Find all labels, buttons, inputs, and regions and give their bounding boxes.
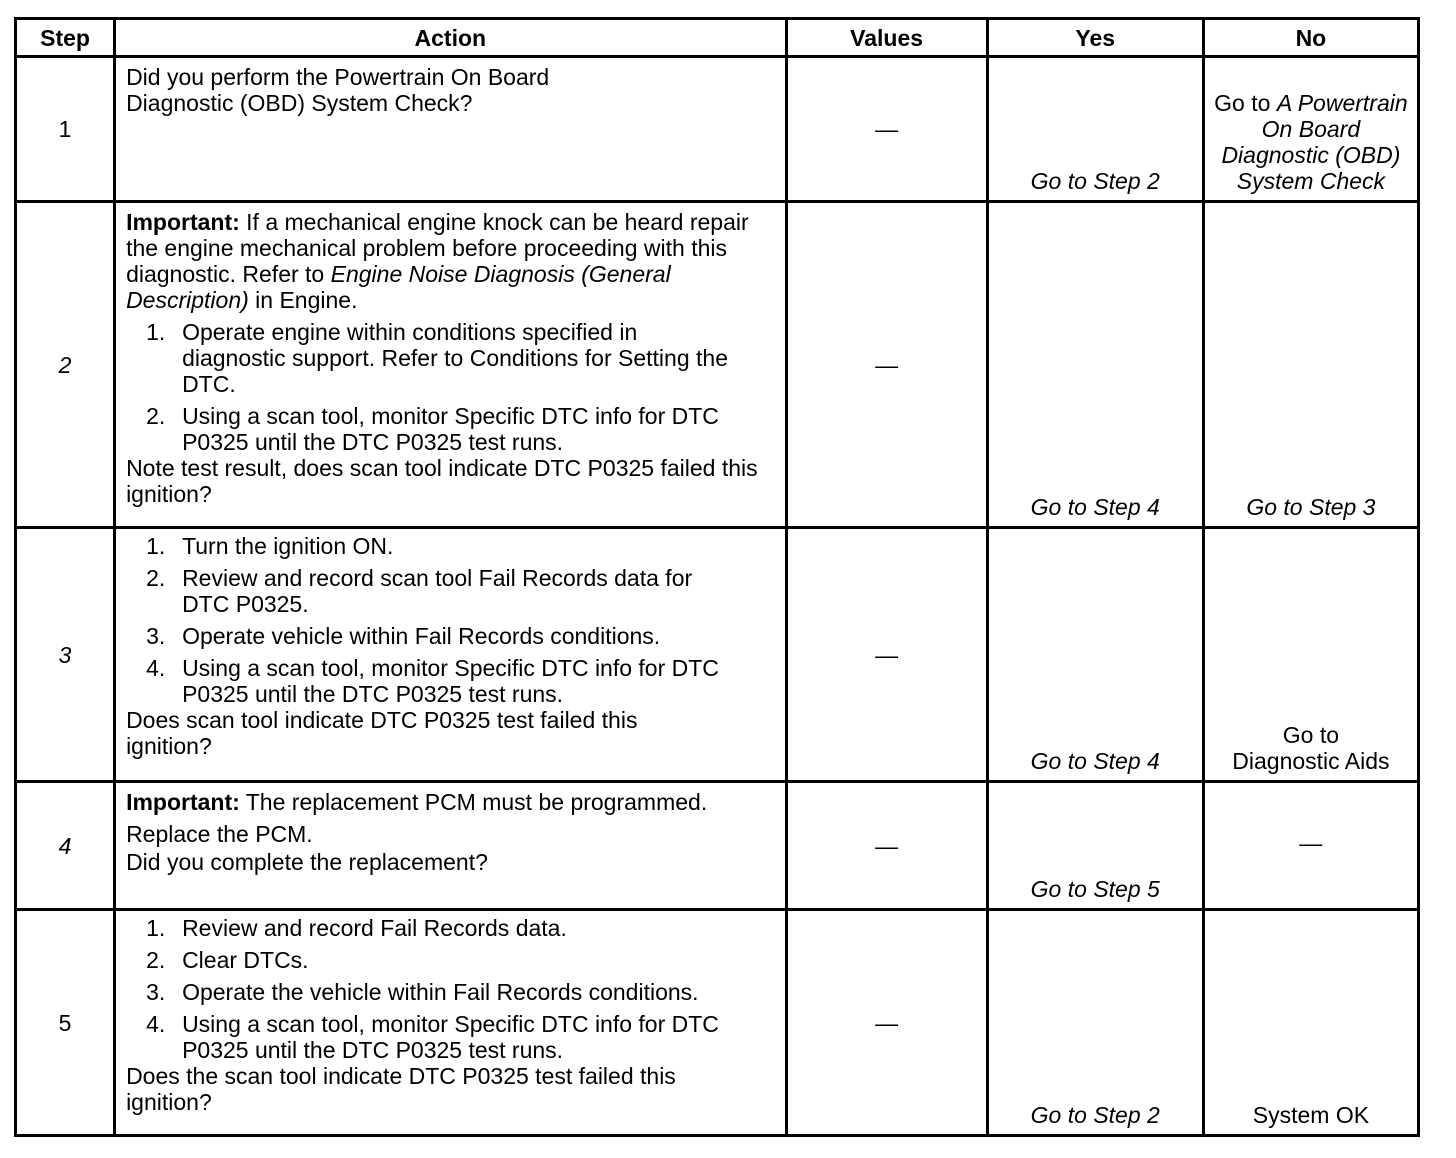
header-no: No xyxy=(1203,19,1418,57)
no-cell[interactable] xyxy=(1203,57,1418,202)
step-list xyxy=(126,915,774,1063)
yes-link[interactable]: Go to Step 5 xyxy=(987,782,1203,910)
no-line-1: Go to xyxy=(1282,722,1340,748)
list-item: 1. Operate engine within conditions specified in diagnostic support. Refer to Conditions for Setting the DTC. xyxy=(146,319,728,397)
action-cell xyxy=(115,528,786,782)
header-step: Step xyxy=(16,19,115,57)
step-list xyxy=(126,533,774,707)
table-row xyxy=(16,57,1419,202)
step-number: 2 xyxy=(16,202,115,528)
no-link[interactable]: A Powertrain On Board Diagnostic (OBD) System Check xyxy=(1221,90,1408,194)
yes-link[interactable]: Go to Step 2 xyxy=(987,910,1203,1136)
no-line-2[interactable]: Diagnostic Aids xyxy=(1232,748,1390,774)
list-item: 2. Review and record scan tool Fail Records data for DTC P0325. xyxy=(146,565,693,617)
important-text: The replacement PCM must be programmed. xyxy=(239,789,708,815)
important-text-after: in Engine. xyxy=(248,287,358,313)
no-cell: — xyxy=(1203,782,1418,910)
important-note xyxy=(126,209,774,313)
value-cell: — xyxy=(786,910,987,1136)
no-link[interactable]: Go to Step 3 xyxy=(1203,202,1418,528)
important-ref[interactable]: Engine Noise Diagnosis (General Description) xyxy=(126,261,671,313)
list-item: 1. Turn the ignition ON. xyxy=(146,533,394,559)
important-note xyxy=(126,789,774,815)
header-action: Action xyxy=(115,19,786,57)
diagnostic-table xyxy=(14,17,1420,1137)
step-number: 5 xyxy=(16,910,115,1136)
step-number: 3 xyxy=(16,528,115,782)
question-text: Does scan tool indicate DTC P0325 test failed this ignition? xyxy=(126,707,638,759)
no-cell: System OK xyxy=(1203,910,1418,1136)
yes-link[interactable]: Go to Step 4 xyxy=(987,202,1203,528)
value-cell: — xyxy=(786,782,987,910)
list-item: 4. Using a scan tool, monitor Specific DTC info for DTC P0325 until the DTC P0325 test runs. xyxy=(146,655,719,707)
list-item: 2. Clear DTCs. xyxy=(146,947,309,973)
important-text-before: If a mechanical engine knock can be heard repair the engine mechanical problem before proceeding with this diagnostic. Refer to xyxy=(126,209,749,287)
important-label: Important: xyxy=(126,209,240,235)
question-text: Note test result, does scan tool indicate DTC P0325 failed this ignition? xyxy=(126,455,758,507)
step-number: 4 xyxy=(16,782,115,910)
question-text: Did you complete the replacement? xyxy=(126,849,488,875)
header-values: Values xyxy=(786,19,987,57)
header-yes: Yes xyxy=(987,19,1203,57)
action-cell xyxy=(115,202,786,528)
question-text: Does the scan tool indicate DTC P0325 test failed this ignition? xyxy=(126,1063,676,1115)
action-cell xyxy=(115,57,786,202)
value-cell: — xyxy=(786,202,987,528)
no-cell[interactable] xyxy=(1203,528,1418,782)
action-text: Did you perform the Powertrain On Board Diagnostic (OBD) System Check? xyxy=(126,64,550,116)
action-cell xyxy=(115,910,786,1136)
header-row xyxy=(16,19,1419,57)
yes-link[interactable]: Go to Step 2 xyxy=(987,57,1203,202)
table-row xyxy=(16,528,1419,782)
action-cell xyxy=(115,782,786,910)
table-row xyxy=(16,782,1419,910)
table-row xyxy=(16,910,1419,1136)
list-item: 3. Operate the vehicle within Fail Records conditions. xyxy=(146,979,699,1005)
value-cell: — xyxy=(786,57,987,202)
step-list xyxy=(126,319,774,455)
instruction-text: Replace the PCM. xyxy=(126,821,313,847)
value-cell: — xyxy=(786,528,987,782)
step-number: 1 xyxy=(16,57,115,202)
list-item: 4. Using a scan tool, monitor Specific DTC info for DTC P0325 until the DTC P0325 test runs. xyxy=(146,1011,719,1063)
list-item: 2. Using a scan tool, monitor Specific DTC info for DTC P0325 until the DTC P0325 test runs. xyxy=(146,403,719,455)
important-label: Important: xyxy=(126,789,240,815)
no-prefix: Go to xyxy=(1214,90,1277,116)
table-row xyxy=(16,202,1419,528)
list-item: 3. Operate vehicle within Fail Records conditions. xyxy=(146,623,661,649)
list-item: 1. Review and record Fail Records data. xyxy=(146,915,567,941)
yes-link[interactable]: Go to Step 4 xyxy=(987,528,1203,782)
